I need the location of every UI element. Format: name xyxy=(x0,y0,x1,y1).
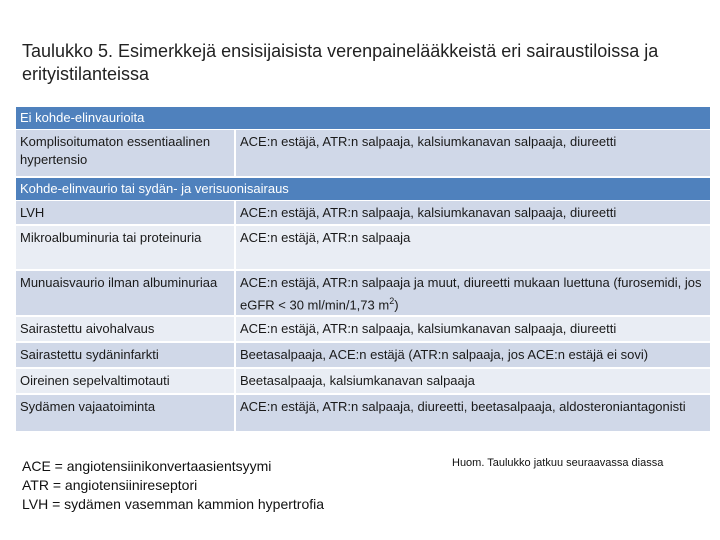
drugs-cell: ACE:n estäjä, ATR:n salpaaja, kalsiumkanavan salpaaja, diureetti xyxy=(236,130,710,178)
drugs-text-tail: ) xyxy=(394,297,399,313)
condition-cell: Sairastettu sydäninfarkti xyxy=(16,343,236,369)
recommendation-table xyxy=(16,107,710,433)
section-header-organ-damage: Kohde-elinvaurio tai sydän- ja verisuonisairaus xyxy=(16,178,710,201)
drugs-text: ACE:n estäjä, ATR:n salpaaja ja muut, diureetti mukaan luettuna (furosemidi, jos eGFR < 30 ml/min/1,73 m xyxy=(240,275,702,313)
drugs-cell: ACE:n estäjä, ATR:n salpaaja xyxy=(236,226,710,271)
drugs-cell: Beetasalpaaja, kalsiumkanavan salpaaja xyxy=(236,369,710,395)
condition-cell: Sydämen vajaatoiminta xyxy=(16,395,236,433)
drugs-cell: ACE:n estäjä, ATR:n salpaaja, kalsiumkanavan salpaaja, diureetti xyxy=(236,317,710,343)
page-title: Taulukko 5. Esimerkkejä ensisijaisista verenpainelääkkeistä eri sairaustiloissa ja erityistilanteissa xyxy=(22,41,659,84)
table-row xyxy=(16,201,710,226)
table-row xyxy=(16,369,710,395)
condition-cell: Munuaisvaurio ilman albuminuriaa xyxy=(16,271,236,317)
continuation-note: Huom. Taulukko jatkuu seuraavassa diassa xyxy=(452,457,664,469)
condition-cell: Sairastettu aivohalvaus xyxy=(16,317,236,343)
superscript: 2 xyxy=(389,296,395,306)
section-header-no-organ-damage: Ei kohde-elinvaurioita xyxy=(16,107,710,130)
condition-cell: Oireinen sepelvaltimotauti xyxy=(16,369,236,395)
legend-line: ATR = angiotensiinireseptori xyxy=(22,477,198,493)
condition-cell: Komplisoitumaton essentiaalinen hypertensio xyxy=(16,130,236,178)
drugs-cell: ACE:n estäjä, ATR:n salpaaja, diureetti, beetasalpaaja, aldosteroniantagonisti xyxy=(236,395,710,433)
drugs-cell: ACE:n estäjä, ATR:n salpaaja, kalsiumkanavan salpaaja, diureetti xyxy=(236,201,710,226)
table-row xyxy=(16,395,710,433)
table-row xyxy=(16,130,710,178)
table-row xyxy=(16,271,710,317)
drugs-cell: Beetasalpaaja, ACE:n estäjä (ATR:n salpaaja, jos ACE:n estäjä ei sovi) xyxy=(236,343,710,369)
table-row xyxy=(16,343,710,369)
table-row xyxy=(16,226,710,271)
condition-cell: Mikroalbuminuria tai proteinuria xyxy=(16,226,236,271)
table-row xyxy=(16,317,710,343)
abbreviation-legend xyxy=(22,457,324,514)
legend-line: LVH = sydämen vasemman kammion hypertrofia xyxy=(22,496,325,512)
drugs-cell xyxy=(236,271,710,317)
condition-cell: LVH xyxy=(16,201,236,226)
legend-line: ACE = angiotensiinikonvertaasientsyymi xyxy=(22,458,272,474)
